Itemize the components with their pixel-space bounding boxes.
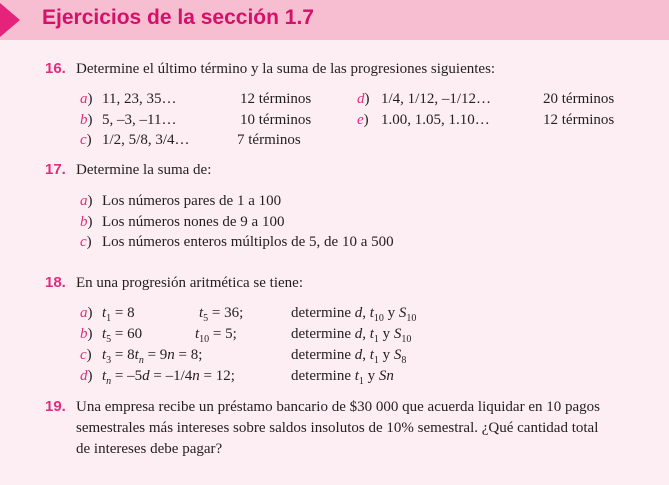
exercise-page: Ejercicios de la sección 1.7 16. Determine el último término y la suma de las progresiones siguientes: a) 11, 23, 35… 12 términos b) 5, –3, –11… 10 términos c) 1/2, 5/8, 3/4… 7 términos d) 1/4, 1/12, –1/12… 20 términos e) 1.00, 1.05, 1.10… 12 términos 17. Determine la suma de: a) Los números pares de 1 a 100 b) Los números nones de 9 a 100 c) Los números enteros múltiplos de 5, de 10 a 500 18. En una progresión aritmética se tiene: a) $t_1 = 8$ $t_5 = 36$; determine d, $t_{10}$ y $S_{10}$ b) $t_5 = 60$ $t_{10} = 5$; determine d, $t_1$ y $S_{10}$ c) $t_3 = 8t_n = 9n = 8$; determine d, $t_1$ y $S_8$ d) $t_n = -5d = -1/4n = 12$; determine $t_1$ y Sn 19. Una empresa recibe un préstamo bancario de $30 000 que acuerda liquidar en 10 pagos semestrales más intereses sobre saldos insolutos de 10% semestral. ¿Qué cantidad total de intereses debe pagar?	[0, 0, 669, 485]
exercise-16-prompt: Determine el último término y la suma de las progresiones siguientes:	[76, 61, 496, 77]
item-letter: e	[357, 112, 364, 128]
item-letter: a	[80, 91, 88, 107]
exercise-17-number: 17.	[45, 161, 66, 178]
instruction: determine $t_1$ y Sn	[291, 368, 394, 387]
item-letter: d	[357, 91, 365, 107]
instruction: determine d, $t_1$ y $S_8$	[291, 347, 407, 366]
item-letter: b	[80, 214, 88, 230]
exercise-18-prompt: En una progresión aritmética se tiene:	[76, 275, 303, 291]
section-banner	[0, 0, 669, 40]
condition-1: $t_1 = 8$	[102, 305, 135, 324]
exercise-19-line-1: Una empresa recibe un préstamo bancario de $30 000 que acuerda liquidar en 10 pagos	[76, 399, 600, 415]
condition-1: $t_3 = 8t_n = 9n = 8$;	[102, 347, 203, 366]
item-text: Los números nones de 9 a 100	[102, 214, 285, 230]
item-letter: d	[80, 368, 88, 384]
exercise-17-prompt: Determine la suma de:	[76, 162, 212, 178]
item-letter: b	[80, 326, 88, 342]
term-count: 7 términos	[237, 132, 301, 148]
term-count: 10 términos	[240, 112, 312, 128]
sequence: 1/4, 1/12, –1/12…	[381, 91, 492, 107]
exercise-19-number: 19.	[45, 398, 66, 415]
item-letter: c	[80, 234, 87, 250]
condition-1: $t_n = -5d = -1/4n = 12$;	[102, 368, 235, 387]
exercise-19-line-3: de intereses debe pagar?	[76, 441, 223, 457]
exercise-16-number: 16.	[45, 60, 66, 77]
item-text: Los números pares de 1 a 100	[102, 193, 282, 209]
item-letter: c	[80, 347, 87, 363]
instruction: determine d, $t_{10}$ y $S_{10}$	[291, 305, 417, 324]
condition-1: $t_5 = 60$	[102, 326, 143, 345]
item-letter: c	[80, 132, 87, 148]
section-title: Ejercicios de la sección 1.7	[42, 6, 314, 29]
item-letter: a	[80, 305, 88, 321]
item-letter: b	[80, 112, 88, 128]
sequence: 5, –3, –11…	[102, 112, 177, 128]
item-letter: a	[80, 193, 88, 209]
sequence: 1/2, 5/8, 3/4…	[102, 132, 190, 148]
term-count: 12 términos	[240, 91, 312, 107]
sequence: 1.00, 1.05, 1.10…	[381, 112, 490, 128]
term-count: 12 términos	[543, 112, 615, 128]
condition-2: $t_5 = 36$;	[199, 305, 244, 324]
exercise-18-number: 18.	[45, 274, 66, 291]
term-count: 20 términos	[543, 91, 615, 107]
sequence: 11, 23, 35…	[102, 91, 177, 107]
banner-arrow-icon	[0, 3, 20, 37]
instruction: determine d, $t_1$ y $S_{10}$	[291, 326, 412, 345]
exercise-19-line-2: semestrales más intereses sobre saldos insolutos de 10% semestral. ¿Qué cantidad total	[76, 420, 599, 436]
condition-2: $t_{10} = 5$;	[195, 326, 237, 345]
item-text: Los números enteros múltiplos de 5, de 10 a 500	[102, 234, 394, 250]
